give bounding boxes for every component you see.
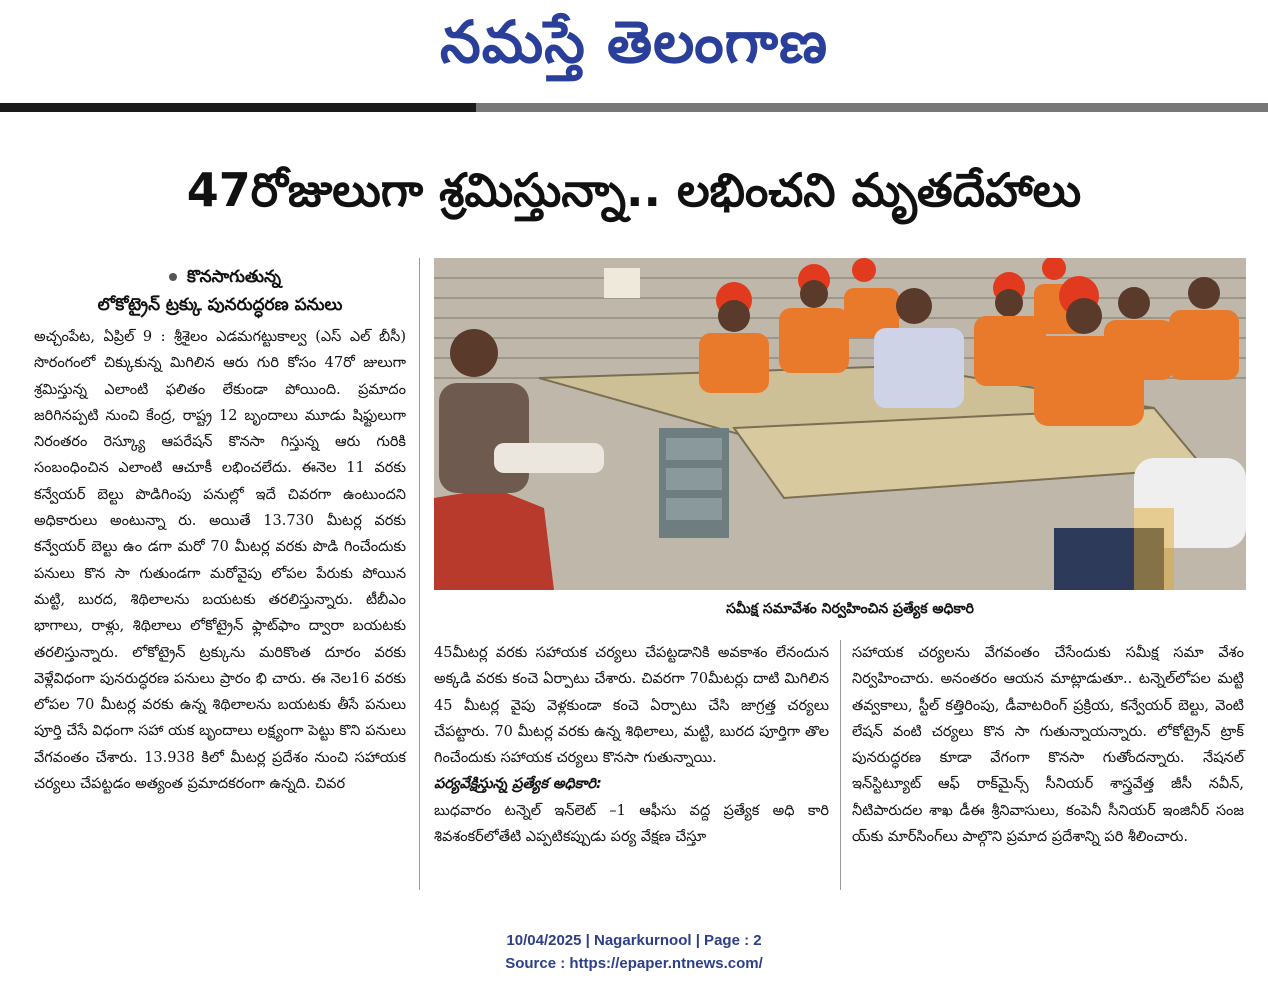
column-3-text: సహాయక చర్యలను వేగవంతం చేసేందుకు సమీక్ష సమా వేశం నిర్వహించారు. అనంతరం ఆయన మాట్లాడుతూ.. టన్నెల్‌లోపల మట్టి తవ్వకాలు, స్టీల్‌ కత్తిరింపు, డీవాటరింగ్‌ ప్రక్రియ, కన్వేయర్‌ బెల్టు, వెంటి లేషన్‌ వంటి చర్యలు కొన సా గుతున్నాయన్నారు. లోకోట్రైన్‌ ట్రాక్‌ పునరుద్ధరణ కూడా వేగంగా కొనసా గుతోందన్నారు. నేషనల్‌ ఇన్‌స్టిట్యూట్‌ ఆఫ్‌ రాక్‌మైన్స్‌ సీనియర్‌ శాస్త్రవేత్త జీసీ నవీన్‌, నీటిపారుదల శాఖ డీఈ శ్రీనివాసులు, కంపెనీ సీనియర్‌ ఇంజినీర్‌ సంజ య్‌కు మార్‌సింగ్‌లు పాల్గొని ప్రమాద ప్రదేశాన్ని పరి శీలించారు. [852, 645, 1244, 846]
column-divider [419, 258, 420, 890]
newspaper-logo: నమస్తే తెలంగాణ [440, 8, 828, 76]
column-2-paragraph-1: 45మీటర్ల వరకు సహాయక చర్యలు చేపట్టడానికి అవకాశం లేనందున అక్కడి వరకు కంచె ఏర్పాటు చేశారు. చివరగా 70మీటర్లు దాటి మిగిలిన 45 మీటర్ల వైపు వెళ్లకుండా కంచె ఏర్పాటు చేసి జాగ్రత్త చర్యలు చేపట్టారు. 70 మీటర్ల వరకు ఉన్న శిథిలాలు, మట్టి, బురద పూర్తిగా తొల గించేందుకు సహాయక చర్యలు కొనసా గుతున్నాయి. [434, 645, 829, 767]
masthead-rule-light [476, 103, 1268, 112]
subheadline-2: లోకోట్రైన్‌ ట్రక్కు పునరుద్ధరణ పనులు [97, 295, 343, 315]
photo-caption: సమీక్ష సమావేశం నిర్వహించిన ప్రత్యేక అధికారి [726, 601, 974, 617]
article-column-2 [434, 640, 829, 850]
news-photo [434, 258, 1246, 590]
article-column-3 [852, 640, 1244, 850]
footer-source: Source : https://epaper.ntnews.com/ [505, 955, 763, 972]
footer-date-edition: 10/04/2025 | Nagarkurnool | Page : 2 [506, 932, 762, 949]
column-1-text: అచ్చంపేట, ఏప్రిల్‌ 9 : శ్రీశైలం ఎడమగట్టుకాల్వ (ఎస్‌ ఎల్‌ బీసీ) సొరంగంలో చిక్కుకున్న మిగిలిన ఆరు గురి కోసం 47రో జులుగా శ్రమిస్తున్న ఎలాంటి ఫలితం లేకుండా పోయింది. ప్రమాదం జరిగినప్పటి నుంచి కేంద్ర, రాష్ట్ర 12 బృందాలు మూడు షిఫ్టులుగా నిరంతరం రెస్క్యూ ఆపరేషన్‌ కొనసా గిస్తున్న ఆరు గురికి సంబంధించిన ఎలాంటి ఆచూకీ లభించలేదు. ఈనెల 11 వరకు కన్వేయర్‌ బెల్టు పొడిగింపు పనుల్లో ఇదే చివరగా ఉంటుందని అధికారులు అంటున్నా రు. అయితే 13.730 మీటర్ల వరకు కన్వేయర్‌ బెల్టు ఉం డగా మరో 70 మీటర్ల వరకు పొడి గించేందుకు పనులు కొన సా గుతుండగా మరోవైపు లోపల పేరుకు పోయిన మట్టి, బురద, శిథిలాలను బయటకు తరలిస్తున్నారు. టీబీఎం భాగాలు, రాళ్లు, శిథిలాలు లోకోట్రైన్‌ ఫ్లాట్‌ఫాం ద్వారా బయటకు తరలిస్తున్నారు. లోకోట్రైన్‌ ట్రక్కును మరికొంత దూరం వరకు వెళ్లేవిధంగా పునరుద్ధరణ పనులు ప్రారం భి చారు. ఈ నెల16 వరకు లోపల 70 మీటర్ల వరకు ఉన్న శిథిలాలను బయటకు తీసే పనులు పూర్తి చేసే విధంగా సహా యక బృందాలు లక్ష్యంగా పెట్టు కొని పనులు వేగవంతం చేశారు. 13.938 కిలో మీటర్ల ప్రదేశం నుంచి సహాయక చర్యలు చేపట్టడం అత్యంత ప్రమాదకరంగా ఉన్నది. చివర [34, 329, 406, 793]
masthead [0, 0, 1268, 100]
bullet-icon [169, 273, 177, 281]
masthead-rule-dark [0, 103, 476, 112]
column-divider [840, 640, 841, 890]
column-2-subheading: పర్యవేక్షిస్తున్న ప్రత్యేక అధికారి: [434, 776, 602, 793]
subheadline-1 [60, 266, 390, 288]
meeting-photo-illustration [434, 258, 1246, 590]
subheadline-1-text: కొనసాగుతున్న [186, 267, 282, 287]
column-2-paragraph-2: బుధవారం టన్నెల్‌ ఇన్‌లెట్‌ –1 ఆఫీసు వద్ద ప్రత్యేక అధి కారి శివశంకర్‌లోతేటి ఎప్పటికప్పుడు పర్య వేక్షణ చేస్తూ [434, 802, 829, 846]
article-headline: 47రోజులుగా శ్రమిస్తున్నా.. లభించని మృతదేహాలు [186, 163, 1082, 217]
article-column-1 [34, 324, 406, 797]
